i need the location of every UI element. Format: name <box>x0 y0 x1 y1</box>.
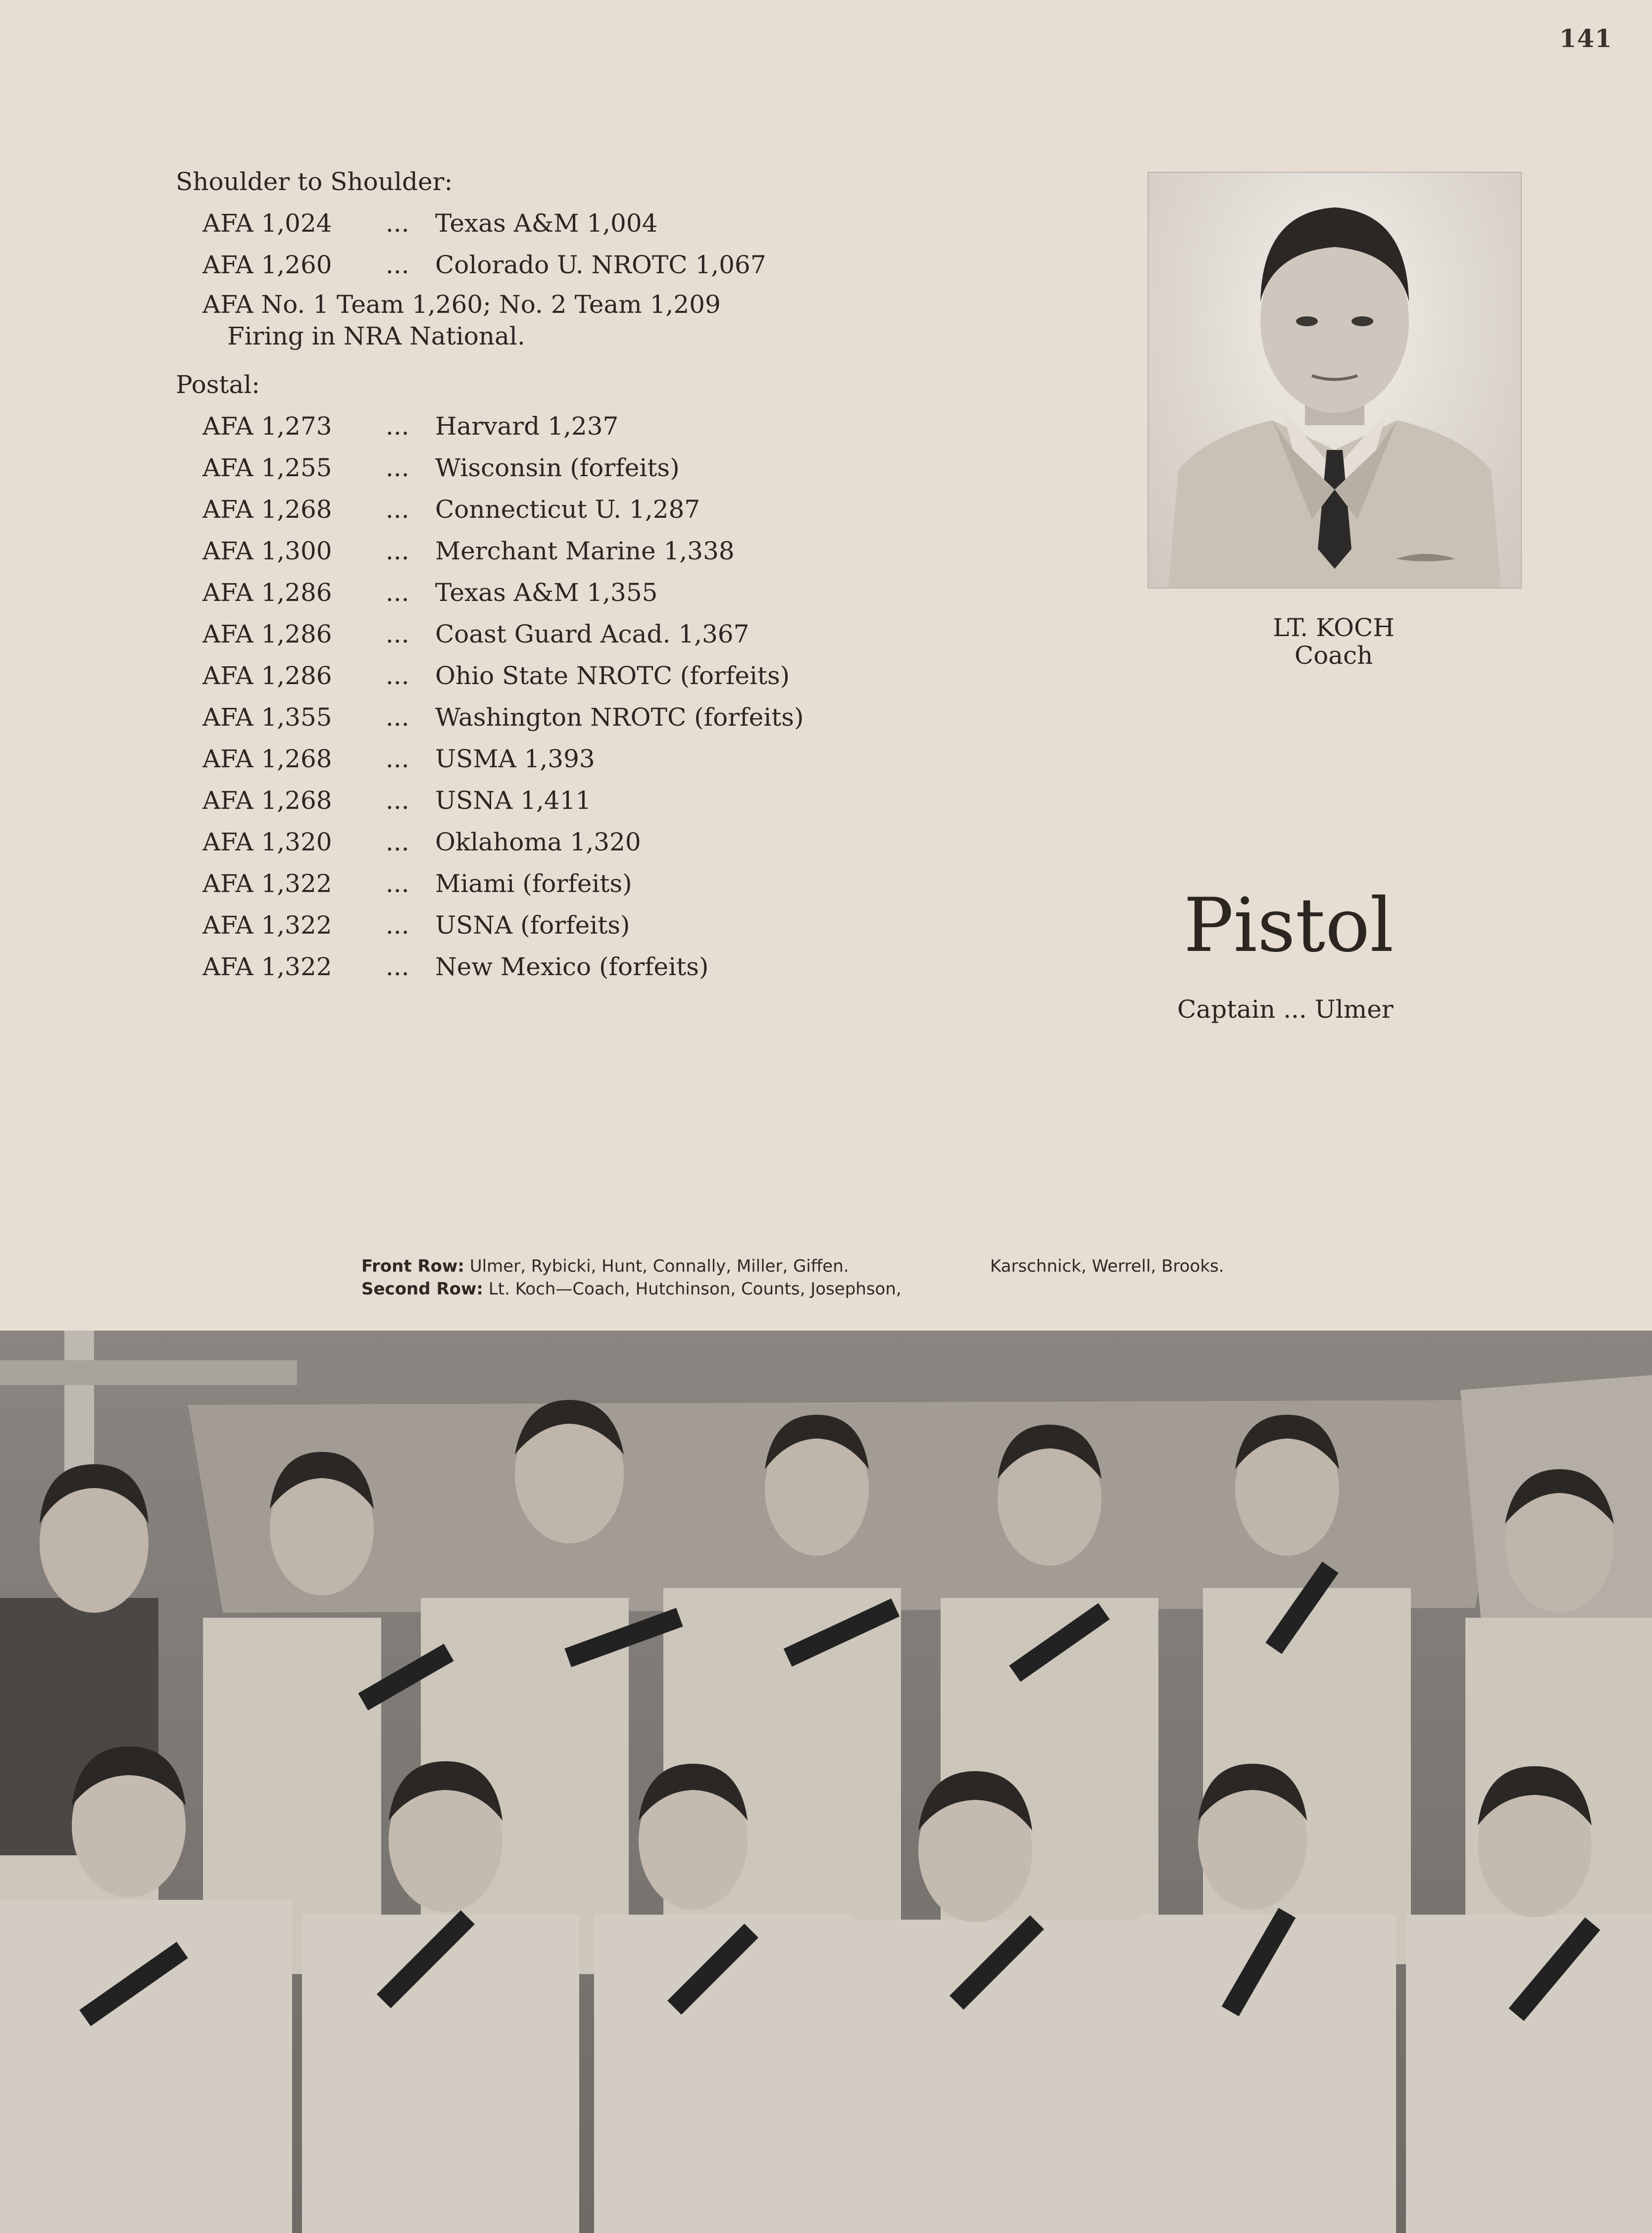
separator: ... <box>386 495 409 524</box>
afa-score: AFA 1,024 <box>202 209 332 238</box>
separator: ... <box>386 869 409 898</box>
page-number: 141 <box>1559 24 1612 53</box>
second-row-continued: Karschnick, Werrell, Brooks. <box>990 1256 1224 1276</box>
separator: ... <box>386 828 409 856</box>
opponent-score: Colorado U. NROTC 1,067 <box>435 250 766 279</box>
result-item <box>202 489 918 530</box>
separator: ... <box>386 952 409 981</box>
opponent-score: Miami (forfeits) <box>435 869 632 898</box>
captain-line <box>1148 995 1652 1024</box>
opponent-score: Oklahoma 1,320 <box>435 828 641 856</box>
result-item <box>202 696 918 738</box>
afa-score: AFA 1,300 <box>202 537 332 565</box>
afa-score: AFA 1,322 <box>202 869 332 898</box>
afa-score: AFA 1,268 <box>202 786 332 815</box>
team-group-photo <box>0 1331 1652 2233</box>
separator: ... <box>386 578 409 607</box>
afa-score: AFA 1,286 <box>202 620 332 648</box>
shoulder-heading: Shoulder to Shoulder: <box>176 167 453 196</box>
afa-score: AFA 1,320 <box>202 828 332 856</box>
result-item <box>202 863 918 904</box>
front-row-names: Ulmer, Rybicki, Hunt, Connally, Miller, Giffen. <box>469 1256 849 1276</box>
result-item <box>202 447 918 489</box>
afa-score: AFA 1,268 <box>202 744 332 773</box>
result-item <box>202 405 918 447</box>
result-item <box>202 613 918 655</box>
captain-name: Ulmer <box>1314 995 1394 1024</box>
caption-column <box>361 1255 946 1300</box>
result-item <box>202 530 918 572</box>
second-row-names: Lt. Koch—Coach, Hutchinson, Counts, Josephson, <box>488 1279 901 1299</box>
afa-score: AFA 1,322 <box>202 952 332 981</box>
team-note <box>202 289 918 352</box>
result-item <box>202 202 918 244</box>
separator: ... <box>386 453 409 482</box>
front-row-line <box>361 1255 946 1278</box>
afa-score: AFA 1,255 <box>202 453 332 482</box>
afa-score: AFA 1,322 <box>202 911 332 940</box>
separator: ... <box>386 786 409 815</box>
opponent-score: Coast Guard Acad. 1,367 <box>435 620 750 648</box>
opponent-score: Harvard 1,237 <box>435 412 619 441</box>
opponent-score: USNA (forfeits) <box>435 911 630 940</box>
afa-score: AFA 1,286 <box>202 661 332 690</box>
afa-score: AFA 1,260 <box>202 250 332 279</box>
afa-score: AFA 1,273 <box>202 412 332 441</box>
separator: ... <box>386 744 409 773</box>
opponent-score: USMA 1,393 <box>435 744 595 773</box>
separator: ... <box>386 209 409 238</box>
separator: ... <box>386 620 409 648</box>
opponent-score: Texas A&M 1,004 <box>435 209 658 238</box>
result-item <box>202 904 918 946</box>
result-item <box>202 780 918 821</box>
opponent-score: Connecticut U. 1,287 <box>435 495 701 524</box>
second-row-label: Second Row: <box>361 1279 483 1299</box>
coach-name: LT. KOCH <box>1273 613 1395 642</box>
afa-score: AFA 1,355 <box>202 703 332 732</box>
front-row-label: Front Row: <box>361 1256 465 1276</box>
opponent-score: Texas A&M 1,355 <box>435 578 658 607</box>
afa-score: AFA 1,268 <box>202 495 332 524</box>
opponent-score: Ohio State NROTC (forfeits) <box>435 661 790 690</box>
coach-portrait-illustration <box>1149 173 1521 588</box>
separator: ... <box>386 537 409 565</box>
afa-score: AFA 1,286 <box>202 578 332 607</box>
result-item <box>202 738 918 780</box>
result-item <box>202 572 918 613</box>
coach-caption <box>1148 614 1520 669</box>
result-item <box>202 655 918 696</box>
coach-portrait-photo <box>1148 172 1522 589</box>
team-note-line: Firing in NRA National. <box>227 322 525 350</box>
separator: ... <box>386 412 409 441</box>
result-item <box>202 244 918 286</box>
caption-column <box>990 1255 1436 1278</box>
opponent-score: USNA 1,411 <box>435 786 592 815</box>
result-item <box>202 946 918 988</box>
coach-role: Coach <box>1294 641 1373 670</box>
captain-label: Captain <box>1177 995 1276 1024</box>
team-note-line: AFA No. 1 Team 1,260; No. 2 Team 1,209 <box>202 290 721 319</box>
separator: ... <box>386 250 409 279</box>
result-item <box>202 821 918 863</box>
match-results <box>176 161 918 988</box>
separator: ... <box>386 661 409 690</box>
second-row-line <box>361 1278 946 1300</box>
opponent-score: Merchant Marine 1,338 <box>435 537 735 565</box>
postal-results-list <box>176 405 918 988</box>
shoulder-results-list <box>176 202 918 352</box>
opponent-score: New Mexico (forfeits) <box>435 952 709 981</box>
separator: ... <box>386 703 409 732</box>
opponent-score: Wisconsin (forfeits) <box>435 453 680 482</box>
separator: ... <box>1283 995 1307 1024</box>
sport-title: Pistol <box>1183 883 1394 969</box>
opponent-score: Washington NROTC (forfeits) <box>435 703 804 732</box>
team-photo-illustration <box>0 1331 1652 2233</box>
separator: ... <box>386 911 409 940</box>
postal-heading: Postal: <box>176 370 260 399</box>
